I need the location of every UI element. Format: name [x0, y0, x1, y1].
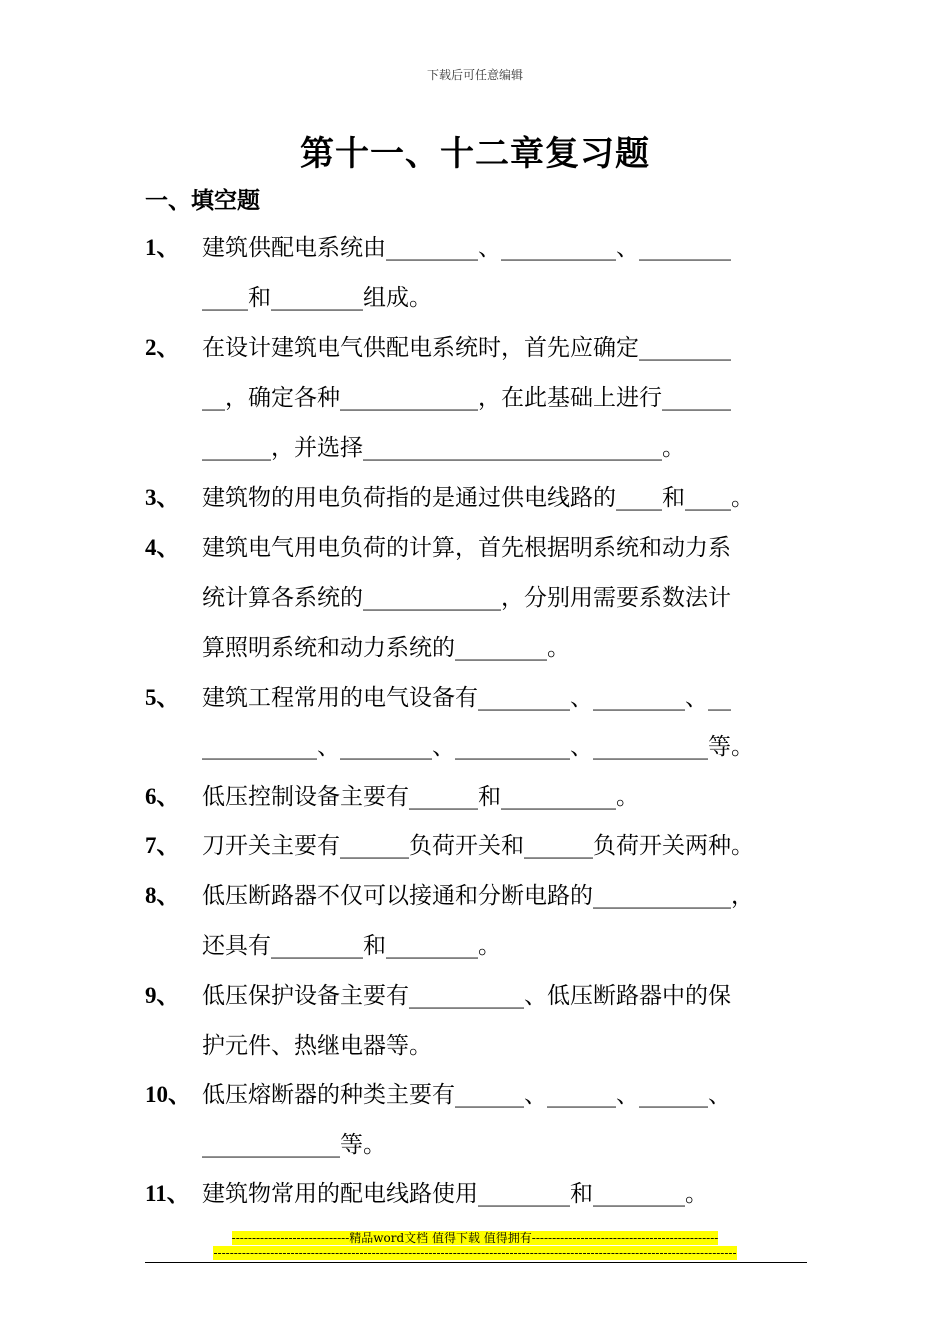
- footer-banner-text: ---------------------------------------------------------------------------------------------------------------------------------: [213, 1246, 737, 1260]
- question-text-line: 算照明系统和动力系统的________。: [202, 635, 570, 661]
- question-5-continued: [145, 729, 807, 765]
- question-9: [145, 978, 807, 1014]
- question-10: [145, 1077, 807, 1113]
- footer-banner-line-1: [0, 1230, 950, 1246]
- question-number: 5、: [145, 685, 180, 710]
- question-text-line: 还具有________和________。: [202, 933, 501, 959]
- question-text-line: 建筑工程常用的电气设备有________、________、__: [202, 685, 731, 711]
- question-9-continued: [145, 1028, 807, 1064]
- question-11: [145, 1176, 807, 1212]
- question-number: 11、: [145, 1181, 190, 1206]
- question-3: [145, 480, 807, 516]
- question-4-continued: [145, 630, 807, 666]
- question-text-line: 护元件、热继电器等。: [202, 1033, 432, 1059]
- document-title: 第十一、十二章复习题: [300, 134, 650, 174]
- question-number: 1、: [145, 235, 180, 260]
- question-text-line: 统计算各系统的____________，分别用需要系数法计: [202, 585, 731, 611]
- question-number: 4、: [145, 535, 180, 560]
- question-number: 9、: [145, 983, 180, 1008]
- question-text-line: __________、________、__________、__________等。: [202, 734, 754, 760]
- question-text-line: __，确定各种____________，在此基础上进行______: [202, 385, 731, 411]
- question-2-continued: [145, 380, 807, 416]
- question-number: 2、: [145, 335, 180, 360]
- question-text-line: 建筑电气用电负荷的计算，首先根据明系统和动力系: [202, 535, 731, 561]
- question-text-line: 低压熔断器的种类主要有______、______、______、: [202, 1082, 731, 1108]
- question-number: 6、: [145, 784, 180, 809]
- question-text-line: ____和________组成。: [202, 285, 432, 311]
- footer-divider: [145, 1262, 807, 1263]
- question-4-continued: [145, 580, 807, 616]
- question-2-continued: [145, 430, 807, 466]
- question-8-continued: [145, 928, 807, 964]
- question-text-line: 建筑物的用电负荷指的是通过供电线路的____和____。: [202, 485, 754, 511]
- question-text-line: 建筑供配电系统由________、__________、________: [202, 235, 731, 261]
- question-text-line: 低压控制设备主要有______和__________。: [202, 784, 639, 810]
- question-10-continued: [145, 1127, 807, 1163]
- question-text-line: ____________等。: [202, 1132, 386, 1158]
- question-7: [145, 828, 807, 864]
- question-6: [145, 779, 807, 815]
- question-text-line: ______，并选择__________________________。: [202, 435, 685, 461]
- question-text-line: 建筑物常用的配电线路使用________和________。: [202, 1181, 708, 1207]
- question-number: 7、: [145, 833, 180, 858]
- question-text-line: 低压断路器不仅可以接通和分断电路的____________，: [202, 883, 754, 909]
- footer-banner-text: -----------------------------精品word文档 值得下载 值得拥有----------------------------------------------: [231, 1231, 719, 1245]
- question-8: [145, 878, 807, 914]
- footer-banner-line-2: [0, 1245, 950, 1261]
- section-heading: 一、填空题: [145, 187, 260, 214]
- question-1: [145, 230, 807, 266]
- question-number: 8、: [145, 883, 180, 908]
- question-number: 3、: [145, 485, 180, 510]
- question-number: 10、: [145, 1082, 191, 1107]
- question-text-line: 在设计建筑电气供配电系统时，首先应确定________: [202, 335, 731, 361]
- question-text-line: 低压保护设备主要有__________、低压断路器中的保: [202, 983, 731, 1009]
- question-1-continued: [145, 280, 807, 316]
- question-text-line: 刀开关主要有______负荷开关和______负荷开关两种。: [202, 833, 754, 859]
- page-header-note: 下载后可任意编辑: [426, 68, 523, 82]
- question-4: [145, 530, 807, 566]
- question-5: [145, 680, 807, 716]
- question-2: [145, 330, 807, 366]
